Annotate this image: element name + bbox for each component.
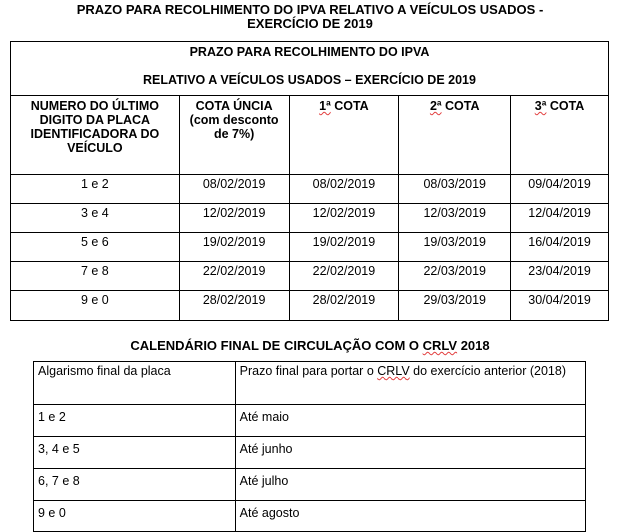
table-row [11, 291, 609, 321]
table-cell: 12/02/2019 [179, 204, 289, 233]
ipva-table-header-line2: RELATIVO A VEÍCULOS USADOS – EXERCÍCIO DE 2019 [143, 73, 476, 87]
column-header-label: COTA [441, 99, 480, 113]
column-header-line: de 7%) [213, 127, 255, 141]
table-row [11, 233, 609, 262]
table-row [11, 175, 609, 204]
document-title-line2: EXERCÍCIO DE 2019 [247, 16, 373, 31]
table-cell: 08/02/2019 [289, 175, 399, 204]
document-title [0, 3, 620, 31]
table-cell: 19/02/2019 [179, 233, 289, 262]
table-cell: Até maio [235, 405, 585, 437]
table-cell: 6, 7 e 8 [34, 469, 236, 501]
column-header-plate-final: Algarismo final da placa [34, 362, 236, 405]
table-cell: 22/03/2019 [399, 262, 511, 291]
column-header-single-installment [179, 96, 289, 175]
table-cell: 22/02/2019 [289, 262, 399, 291]
column-header-label: COTA [330, 99, 369, 113]
column-header-plate-digit [11, 96, 180, 175]
table-cell: Até agosto [235, 501, 585, 532]
table-row [11, 204, 609, 233]
table-cell: 08/03/2019 [399, 175, 511, 204]
ipva-schedule-table [10, 41, 609, 321]
table-cell: 16/04/2019 [511, 233, 609, 262]
column-header-ordinal: 3ª [534, 99, 547, 113]
column-header-deadline-suffix: do exercício anterior (2018) [409, 364, 567, 378]
section-title-suffix: 2018 [457, 338, 490, 353]
table-cell: 9 e 0 [34, 501, 236, 532]
table-cell: 12/03/2019 [399, 204, 511, 233]
table-cell: 12/04/2019 [511, 204, 609, 233]
column-header-line: NUMERO DO ÚLTIMO [30, 99, 159, 113]
column-header-line: (com desconto [189, 113, 279, 127]
column-header-deadline-prefix: Prazo final para portar o [239, 364, 378, 378]
table-header-row [34, 362, 586, 405]
column-header-third-installment [511, 96, 609, 175]
table-cell: 19/03/2019 [399, 233, 511, 262]
column-header-first-installment [289, 96, 399, 175]
ipva-table-header [11, 42, 609, 96]
table-cell: 5 e 6 [11, 233, 180, 262]
column-header-line: COTA ÚNCIA [195, 99, 273, 113]
table-row [34, 469, 586, 501]
column-header-second-installment [399, 96, 511, 175]
ipva-table-header-line1: PRAZO PARA RECOLHIMENTO DO IPVA [189, 45, 430, 59]
section-title-crlv: CRLV [422, 338, 458, 353]
table-cell: 12/02/2019 [289, 204, 399, 233]
table-cell: 28/02/2019 [289, 291, 399, 321]
table-row [34, 501, 586, 532]
table-cell: 22/02/2019 [179, 262, 289, 291]
table-cell: Até junho [235, 437, 585, 469]
table-cell: 7 e 8 [11, 262, 180, 291]
table-cell: 19/02/2019 [289, 233, 399, 262]
table-cell: 1 e 2 [11, 175, 180, 204]
column-header-deadline [235, 362, 585, 405]
column-header-line: IDENTIFICADORA DO [30, 127, 160, 141]
table-cell: 08/02/2019 [179, 175, 289, 204]
table-cell: 29/03/2019 [399, 291, 511, 321]
table-row [11, 262, 609, 291]
column-header-line: VEÍCULO [67, 141, 123, 155]
column-header-line: DIGITO DA PLACA [39, 113, 151, 127]
table-cell: 3 e 4 [11, 204, 180, 233]
table-cell: 30/04/2019 [511, 291, 609, 321]
table-cell: 3, 4 e 5 [34, 437, 236, 469]
column-header-deadline-crlv: CRLV [377, 364, 410, 378]
table-cell: 09/04/2019 [511, 175, 609, 204]
table-row [34, 405, 586, 437]
column-header-ordinal: 1ª [319, 99, 331, 113]
table-cell: 28/02/2019 [179, 291, 289, 321]
column-header-ordinal: 2ª [429, 99, 442, 113]
document-title-line1: PRAZO PARA RECOLHIMENTO DO IPVA RELATIVO A VEÍCULOS USADOS - [76, 2, 544, 17]
table-row [34, 437, 586, 469]
section-title-prefix: CALENDÁRIO FINAL DE CIRCULAÇÃO COM O [130, 338, 423, 353]
table-cell: 23/04/2019 [511, 262, 609, 291]
column-header-label: COTA [546, 99, 585, 113]
table-cell: 1 e 2 [34, 405, 236, 437]
crlv-calendar-table [33, 361, 586, 532]
table-cell: 9 e 0 [11, 291, 180, 321]
table-cell: Até julho [235, 469, 585, 501]
section-title-crlv-calendar [0, 339, 620, 353]
